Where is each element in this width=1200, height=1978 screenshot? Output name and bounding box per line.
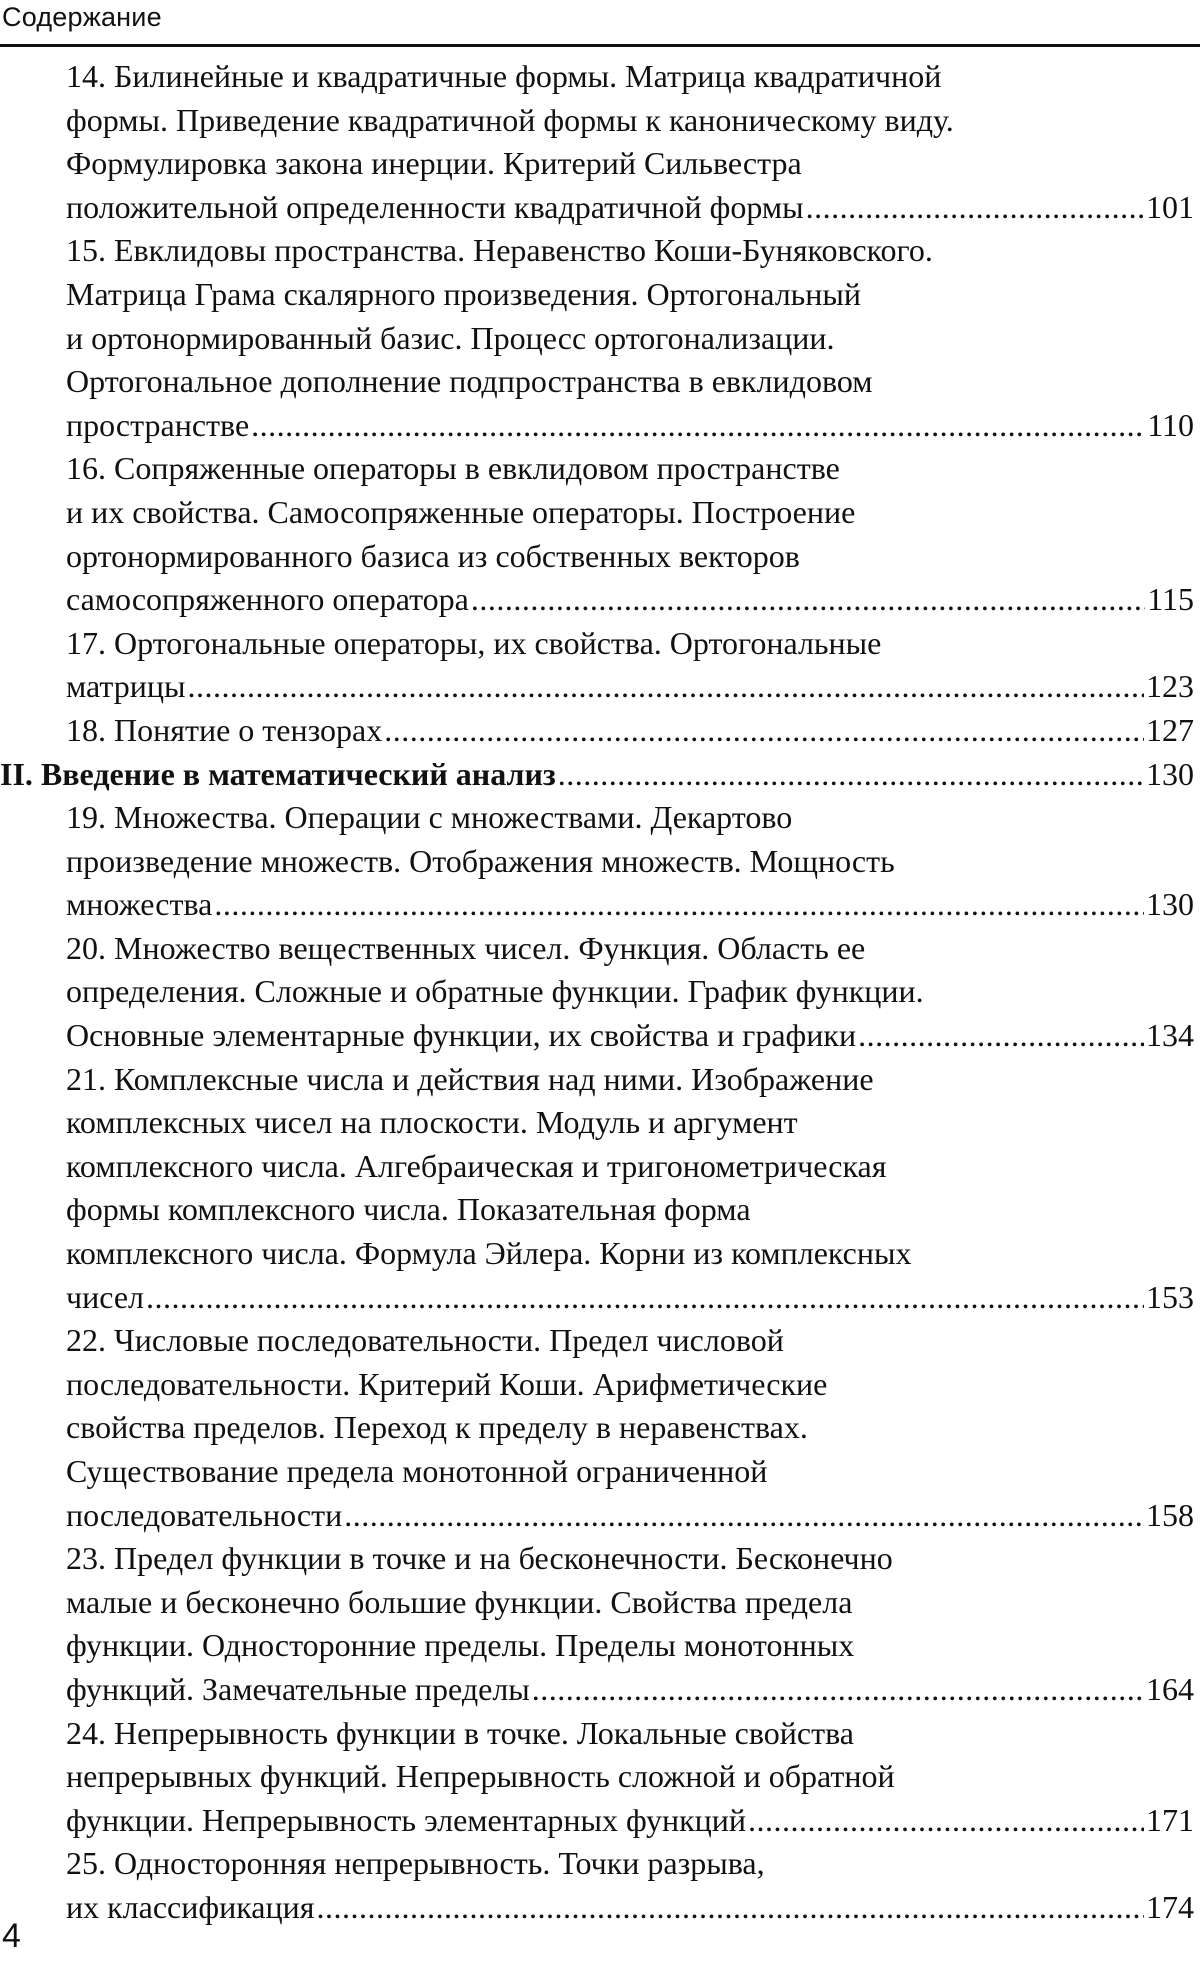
dot-leader xyxy=(858,1014,1144,1058)
toc-entry-last-line xyxy=(66,1276,1194,1320)
toc-entry-line: 17. Ортогональные операторы, их свойства. Ортогональные xyxy=(66,624,882,661)
toc-entry-line: Ортогональное дополнение подпространства в евклидовом xyxy=(66,363,873,400)
running-title: Содержание xyxy=(2,2,162,32)
toc-entry-line: Матрица Грама скалярного произведения. Ортогональный xyxy=(66,275,862,312)
toc-entry-last-line xyxy=(66,883,1194,927)
toc-entry-line: 14. Билинейные и квадратичные формы. Матрица квадратичной xyxy=(66,58,942,94)
dot-leader xyxy=(806,186,1144,230)
toc-entry-title-end: функции. Непрерывность элементарных функций xyxy=(66,1801,747,1838)
toc-entry-last-line xyxy=(0,753,1194,797)
toc-entry-line: 20. Множество вещественных чисел. Функция. Область ее xyxy=(66,929,866,966)
toc-entry-line: малые и бесконечно большие функции. Свойства предела xyxy=(66,1583,853,1620)
toc-entry-line: произведение множеств. Отображения множеств. Мощность xyxy=(66,842,895,879)
toc-entry-line: 15. Евклидовы пространства. Неравенство Коши-Буняковского. xyxy=(66,232,933,269)
toc-entry-title-end: матрицы xyxy=(66,668,186,705)
toc-entry-line: комплексного числа. Формула Эйлера. Корни из комплексных xyxy=(66,1235,912,1272)
dot-leader xyxy=(532,1668,1144,1712)
toc-entry-last-line xyxy=(66,1014,1194,1058)
toc-entry-title-end: II. Введение в математический анализ xyxy=(0,755,556,792)
toc-entry-line: 16. Сопряженные операторы в евклидовом пространстве xyxy=(66,450,840,487)
toc-section-entry xyxy=(66,1842,1194,1929)
header-rule xyxy=(0,44,1200,47)
toc-entry-line: функции. Односторонние пределы. Пределы монотонных xyxy=(66,1627,855,1664)
toc-entry-line: комплексного числа. Алгебраическая и тригонометрическая xyxy=(66,1147,887,1184)
toc-entry-line: 23. Предел функции в точке и на бесконечности. Бесконечно xyxy=(66,1540,893,1577)
toc-entry-line: 19. Множества. Операции с множествами. Декартово xyxy=(66,799,793,836)
toc-chapter-entry xyxy=(0,753,1194,797)
dot-leader xyxy=(558,753,1144,797)
toc-entry-line: 21. Комплексные числа и действия над ними. Изображение xyxy=(66,1060,874,1097)
dot-leader xyxy=(251,404,1145,448)
toc-entry-last-line xyxy=(66,186,1194,230)
toc-entry-title-end: последовательности xyxy=(66,1496,343,1533)
toc-section-entry xyxy=(66,229,1194,447)
toc-page-number: 158 xyxy=(1146,1496,1194,1533)
toc-entry-last-line xyxy=(66,578,1194,622)
toc-entry-line: и их свойства. Самосопряженные операторы. Построение xyxy=(66,493,856,530)
toc-entry-line: комплексных чисел на плоскости. Модуль и аргумент xyxy=(66,1104,798,1141)
toc-page-number: 164 xyxy=(1146,1670,1194,1707)
toc-entry-last-line xyxy=(66,709,1194,753)
dot-leader xyxy=(344,1494,1144,1538)
toc-entry-title-end: пространстве xyxy=(66,406,250,443)
dot-leader xyxy=(188,665,1144,709)
toc-entry-line: ортонормированного базиса из собственных векторов xyxy=(66,537,800,574)
dot-leader xyxy=(748,1799,1144,1843)
toc-entry-line: формы комплексного числа. Показательная форма xyxy=(66,1191,751,1228)
toc-entry-line: свойства пределов. Переход к пределу в неравенствах. xyxy=(66,1409,808,1446)
toc-section-entry xyxy=(66,1712,1194,1843)
toc-entry-line: Существование предела монотонной ограниченной xyxy=(66,1453,768,1489)
toc-entry-title-end: самосопряженного оператора xyxy=(66,581,469,618)
toc-entry-title-end: функций. Замечательные пределы xyxy=(66,1670,530,1707)
toc-entry-last-line xyxy=(66,1886,1194,1930)
toc-section-entry xyxy=(66,447,1194,621)
dot-leader xyxy=(384,709,1144,753)
toc-section-entry xyxy=(66,1319,1194,1537)
toc-section-entry xyxy=(66,622,1194,709)
dot-leader xyxy=(471,578,1145,622)
toc-entry-line: 25. Односторонняя непрерывность. Точки разрыва, xyxy=(66,1845,765,1882)
toc-page-number: 115 xyxy=(1147,581,1194,618)
dot-leader xyxy=(146,1276,1144,1320)
toc-entry-last-line xyxy=(66,1494,1194,1538)
toc-section-entry xyxy=(66,55,1194,229)
dot-leader xyxy=(316,1886,1144,1930)
toc-entry-last-line xyxy=(66,665,1194,709)
toc-entry-last-line xyxy=(66,1799,1194,1843)
toc-page-number: 110 xyxy=(1147,406,1194,443)
toc-entry-title-end: Основные элементарные функции, их свойства и графики xyxy=(66,1017,857,1054)
toc-page-number: 153 xyxy=(1146,1278,1194,1315)
toc-page-number: 127 xyxy=(1146,711,1194,748)
page-number: 4 xyxy=(2,1917,21,1955)
toc-page-number: 130 xyxy=(1146,755,1194,792)
toc-page-number: 171 xyxy=(1146,1801,1194,1838)
toc-entry-title-end: 18. Понятие о тензорах xyxy=(66,711,383,748)
toc-section-entry xyxy=(66,927,1194,1058)
toc-page-number: 130 xyxy=(1146,886,1194,923)
toc-entry-line: 22. Числовые последовательности. Предел числовой xyxy=(66,1322,784,1359)
table-of-contents xyxy=(0,55,1194,1930)
toc-entry-line: непрерывных функций. Непрерывность сложной и обратной xyxy=(66,1758,895,1795)
toc-entry-title-end: их классификация xyxy=(66,1888,315,1925)
toc-entry-title-end: множества xyxy=(66,886,213,923)
toc-section-entry xyxy=(66,709,1194,753)
toc-page-number: 123 xyxy=(1146,668,1194,705)
toc-page-number: 134 xyxy=(1146,1017,1194,1054)
dot-leader xyxy=(214,883,1144,927)
toc-page-number: 101 xyxy=(1146,188,1194,225)
toc-entry-line: формы. Приведение квадратичной формы к каноническому виду. xyxy=(66,101,954,138)
toc-entry-last-line xyxy=(66,404,1194,448)
toc-entry-title-end: положительной определенности квадратичной формы xyxy=(66,188,804,225)
toc-entry-line: последовательности. Критерий Коши. Арифметические xyxy=(66,1365,828,1402)
toc-entry-line: 24. Непрерывность функции в точке. Локальные свойства xyxy=(66,1714,854,1751)
toc-entry-line: определения. Сложные и обратные функции. График функции. xyxy=(66,973,924,1010)
toc-entry-last-line xyxy=(66,1668,1194,1712)
toc-section-entry xyxy=(66,796,1194,927)
toc-page-number: 174 xyxy=(1146,1888,1194,1925)
toc-entry-line: Формулировка закона инерции. Критерий Сильвестра xyxy=(66,145,802,182)
toc-section-entry xyxy=(66,1058,1194,1320)
toc-section-entry xyxy=(66,1537,1194,1711)
toc-entry-line: и ортонормированный базис. Процесс ортогонализации. xyxy=(66,319,835,356)
toc-entry-title-end: чисел xyxy=(66,1278,144,1315)
